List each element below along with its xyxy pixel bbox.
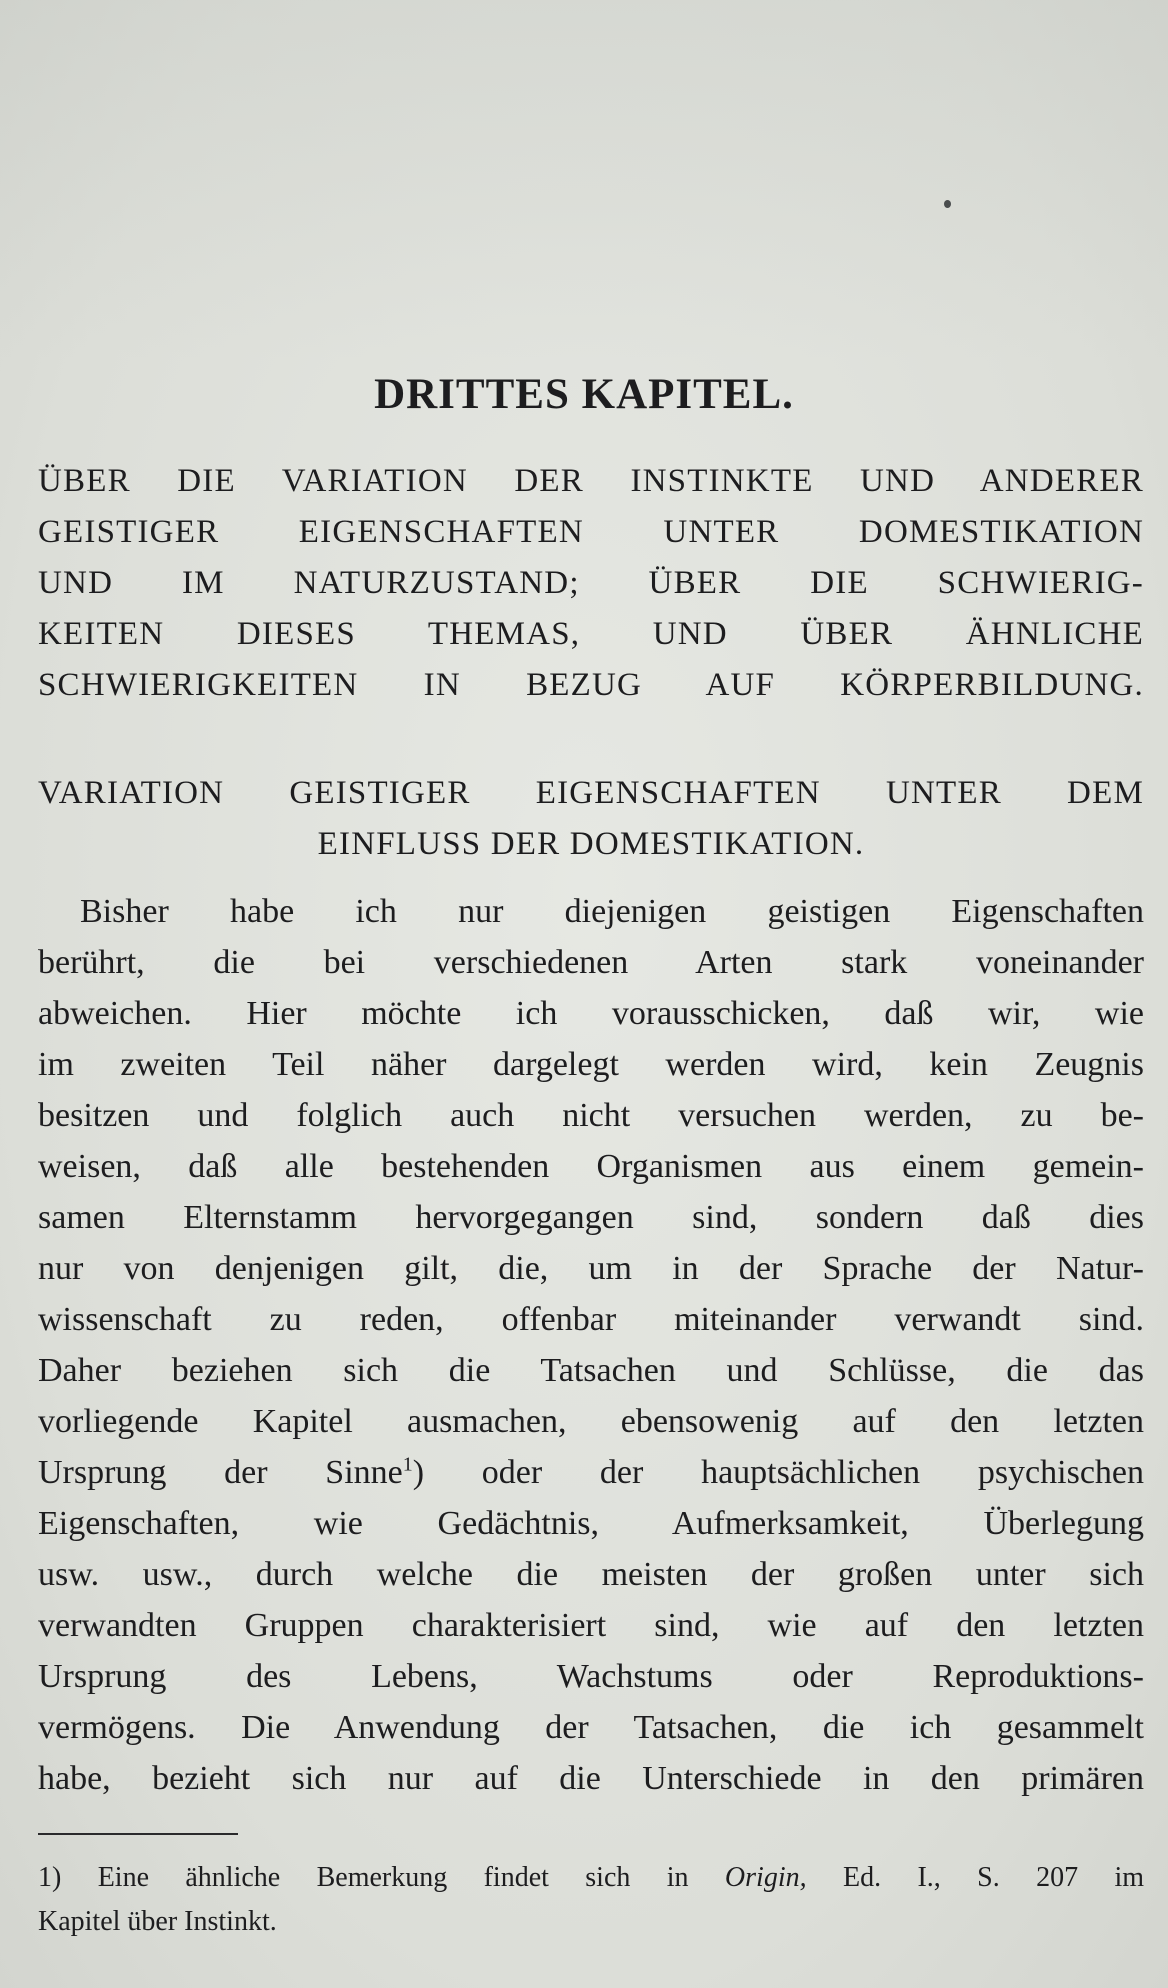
body-line: im zweiten Teil näher dargelegt werden wird, kein Zeugnis (38, 1046, 1144, 1083)
body-line: wissenschaft zu reden, offenbar miteinander verwandt sind. (38, 1301, 1144, 1338)
body-line: Daher beziehen sich die Tatsachen und Schlüsse, die das (38, 1352, 1144, 1389)
body-line: vorliegende Kapitel ausmachen, ebensowenig auf den letzten (38, 1403, 1144, 1440)
body-line: Ursprung des Lebens, Wachstums oder Reproduktions- (38, 1658, 1144, 1695)
body-line: samen Elternstamm hervorgegangen sind, sondern daß dies (38, 1199, 1144, 1236)
ink-speck (944, 200, 951, 208)
heading-line: UND IM NATURZUSTAND; ÜBER DIE SCHWIERIG- (38, 565, 1144, 601)
footnote-line (38, 1856, 1144, 1900)
footnote-work-title: Origin, (724, 1862, 807, 1893)
body-line: vermögens. Die Anwendung der Tatsachen, die ich gesammelt (38, 1709, 1144, 1746)
body-paragraph (38, 886, 1144, 1804)
chapter-title: DRITTES KAPITEL. (374, 371, 794, 418)
body-line: berührt, die bei verschiedenen Arten stark voneinander (38, 944, 1144, 981)
heading-line: KEITEN DIESES THEMAS, UND ÜBER ÄHNLICHE (38, 616, 1144, 652)
footnote (38, 1856, 1144, 1944)
footnote-reference: 1 (402, 1453, 413, 1476)
body-line: weisen, daß alle bestehenden Organismen aus einem gemein- (38, 1148, 1144, 1185)
section-heading-line: VARIATION GEISTIGER EIGENSCHAFTEN UNTER DEM (38, 775, 1144, 811)
footnote-text: Ed. I., S. 207 im (842, 1862, 1145, 1893)
section-heading-line: EINFLUSS DER DOMESTIKATION. (317, 826, 865, 862)
body-line: besitzen und folglich auch nicht versuchen werden, zu be- (38, 1097, 1144, 1134)
body-line: habe, bezieht sich nur auf die Unterschiede in den primären (38, 1760, 1144, 1797)
body-line: usw. usw., durch welche die meisten der großen unter sich (38, 1556, 1144, 1593)
body-line: Bisher habe ich nur diejenigen geistigen Eigenschaften (80, 893, 1144, 930)
footnote-line: Kapitel über Instinkt. (38, 1906, 277, 1937)
bleed-through-shading (0, 0, 1168, 360)
body-line: verwandten Gruppen charakterisiert sind, wie auf den letzten (38, 1607, 1144, 1644)
body-line-with-footnote (38, 1447, 1144, 1498)
body-line: nur von denjenigen gilt, die, um in der Sprache der Natur- (38, 1250, 1144, 1287)
footnote-rule (38, 1833, 238, 1835)
footnote-text: Eine ähnliche Bemerkung findet sich in (97, 1862, 689, 1893)
body-line-part: Ursprung der Sinne (38, 1454, 403, 1491)
section-heading (38, 768, 1144, 870)
chapter-heading (38, 456, 1144, 711)
heading-line: GEISTIGER EIGENSCHAFTEN UNTER DOMESTIKATION (38, 514, 1144, 550)
body-line-part: ) oder der hauptsächlichen psychischen (412, 1454, 1145, 1491)
body-line: abweichen. Hier möchte ich vorausschicken, daß wir, wie (38, 995, 1144, 1032)
body-line: Eigenschaften, wie Gedächtnis, Aufmerksamkeit, Überlegung (38, 1505, 1144, 1542)
heading-line: SCHWIERIGKEITEN IN BEZUG AUF KÖRPERBILDUNG. (38, 667, 1144, 703)
footnote-number: 1) (38, 1862, 62, 1893)
heading-line: ÜBER DIE VARIATION DER INSTINKTE UND ANDERER (38, 463, 1144, 499)
